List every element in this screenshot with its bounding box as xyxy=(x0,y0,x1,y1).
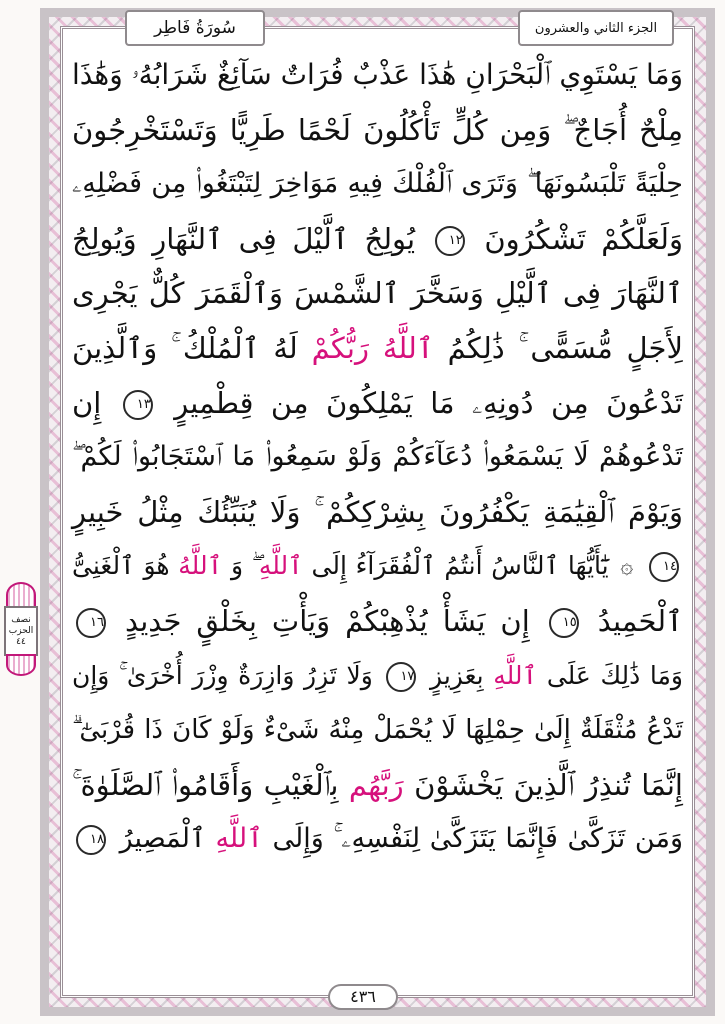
verse-text: لِأَجَلٍ مُّسَمًّى ۚ ذَٰلِكُمُ xyxy=(433,330,683,365)
hizb-label xyxy=(4,606,38,656)
verse-text: حِلْيَةً تَلْبَسُونَهَا ۖ وَتَرَى ٱلْفُلْكَ فِيهِ مَوَاخِرَ لِتَبْتَغُوا۟ مِن فَضْلِهِۦ xyxy=(72,168,683,200)
verse-text: وَمَا يَسْتَوِي ٱلْبَحْرَانِ هَٰذَا عَذْبٌ فُرَاتٌ سَآئِغٌ شَرَابُهُۥ وَهَٰذَا xyxy=(71,58,683,91)
verse-text: ٱلنَّهَارَ فِى ٱلَّيْلِ وَسَخَّرَ ٱلشَّمْسَ وَٱلْقَمَرَ كُلٌّ يَجْرِى xyxy=(72,276,683,311)
text-line xyxy=(72,266,683,321)
ayah-number-marker: ١٥ xyxy=(549,608,579,638)
hizb-label-line2: الحزب xyxy=(8,625,34,636)
verse-text: بِعَزِيزٍ xyxy=(430,660,484,690)
verse-text: وَمَن تَزَكَّىٰ فَإِنَّمَا يَتَزَكَّىٰ لِنَفْسِهِۦ ۚ وَإِلَى xyxy=(262,823,683,855)
ayah-number-marker: ١٧ xyxy=(386,662,416,692)
text-line xyxy=(72,758,683,813)
verse-text: وَمَا ذَٰلِكَ عَلَى xyxy=(537,660,683,690)
verse-text: وَيَوْمَ ٱلْقِيَٰمَةِ يَكْفُرُونَ بِشِرْكِكُمْ ۚ وَلَا يُنَبِّئُكَ مِثْلُ خَبِيرٍ xyxy=(72,494,683,529)
divine-name-highlight: رَبَّهُم xyxy=(348,767,404,802)
hizb-label-line3: ٤٤ xyxy=(16,636,26,647)
divine-name-highlight: ٱللَّهِ xyxy=(258,551,303,581)
quran-text-body xyxy=(72,48,683,978)
hizb-label-line1: نصف xyxy=(11,614,31,625)
verse-text: هُوَ ٱلْغَنِىُّ xyxy=(72,551,170,581)
verse-text: تَدْعُ مُثْقَلَةٌ إِلَىٰ حِمْلِهَا لَا يُحْمَلْ مِنْهُ شَىْءٌ وَلَوْ كَانَ ذَا قُرْبَىٰٓ ۗ xyxy=(72,715,683,746)
text-line xyxy=(72,157,683,212)
text-line xyxy=(72,703,683,758)
text-line xyxy=(72,212,683,267)
divine-name-highlight: ٱللَّهُ xyxy=(178,551,223,581)
verse-text: وَلَعَلَّكُمْ تَشْكُرُونَ xyxy=(484,221,684,256)
verse-text: إِنَّمَا تُنذِرُ ٱلَّذِينَ يَخْشَوْنَ xyxy=(403,767,683,802)
text-line xyxy=(72,48,683,103)
ayah-number-marker: ١٦ xyxy=(76,608,106,638)
verse-text: ۖ وَ xyxy=(230,551,252,581)
verse-text: تَدْعُونَ مِن دُونِهِۦ مَا يَمْلِكُونَ مِن قِطْمِيرٍ xyxy=(174,385,684,420)
verse-text: وَلَا تَزِرُ وَازِرَةٌ وِزْرَ أُخْرَىٰ ۚ وَإِن xyxy=(72,660,373,690)
ayah-number-marker: ١٨ xyxy=(76,825,106,855)
hizb-medallion xyxy=(2,582,40,680)
verse-text: تَدْعُوهُمْ لَا يَسْمَعُوا۟ دُعَآءَكُمْ وَلَوْ سَمِعُوا۟ مَا ٱسْتَجَابُوا۟ لَكُمْ ۖ xyxy=(72,441,683,473)
text-line xyxy=(72,321,683,376)
verse-text: ٱلْحَمِيدُ xyxy=(597,603,684,638)
text-line xyxy=(72,649,683,704)
text-line xyxy=(72,594,683,649)
verse-text: لَهُ ٱلْمُلْكُ ۚ وَٱلَّذِينَ xyxy=(72,330,298,365)
ayah-number-marker: ١٢ xyxy=(435,226,465,256)
ayah-number-marker: ١٤ xyxy=(649,552,679,582)
verse-text: ٱلْمَصِيرُ xyxy=(119,823,206,855)
text-line xyxy=(72,812,683,867)
verse-text: إِن يَشَأْ يُذْهِبْكُمْ وَيَأْتِ بِخَلْقٍ جَدِيدٍ xyxy=(124,603,530,638)
verse-text: مِلْحٌ أُجَاجٌ ۖ وَمِن كُلٍّ تَأْكُلُونَ لَحْمًا طَرِيًّا وَتَسْتَخْرِجُونَ xyxy=(72,112,683,147)
text-line xyxy=(72,539,683,594)
verse-text: يُولِجُ ٱلَّيْلَ فِى ٱلنَّهَارِ وَيُولِجُ xyxy=(72,221,416,256)
juz-name-label: الجزء الثاني والعشرون xyxy=(518,10,674,46)
page-number: ٤٣٦ xyxy=(328,984,398,1010)
divine-name-highlight: ٱللَّهِ xyxy=(215,823,263,855)
hizb-star-icon: ۞ xyxy=(620,554,634,580)
text-line xyxy=(72,376,683,431)
medallion-base-ornament xyxy=(6,654,36,676)
surah-name-label: سُورَةُ فَاطِر xyxy=(125,10,265,46)
text-line xyxy=(72,430,683,485)
verse-text: إِن xyxy=(72,385,102,420)
divine-name-highlight: ٱللَّهُ رَبُّكُمْ xyxy=(311,330,434,365)
divine-name-highlight: ٱللَّهِ xyxy=(493,660,538,690)
ayah-number-marker: ١٣ xyxy=(123,390,153,420)
verse-text: بِٱلْغَيْبِ وَأَقَامُوا۟ ٱلصَّلَوٰةَ ۚ xyxy=(72,767,339,802)
text-line xyxy=(72,103,683,158)
verse-text: يَٰٓأَيُّهَا ٱلنَّاسُ أَنتُمُ ٱلْفُقَرَآءُ إِلَى xyxy=(302,551,609,581)
text-line xyxy=(72,485,683,540)
medallion-dome-ornament xyxy=(6,582,36,608)
